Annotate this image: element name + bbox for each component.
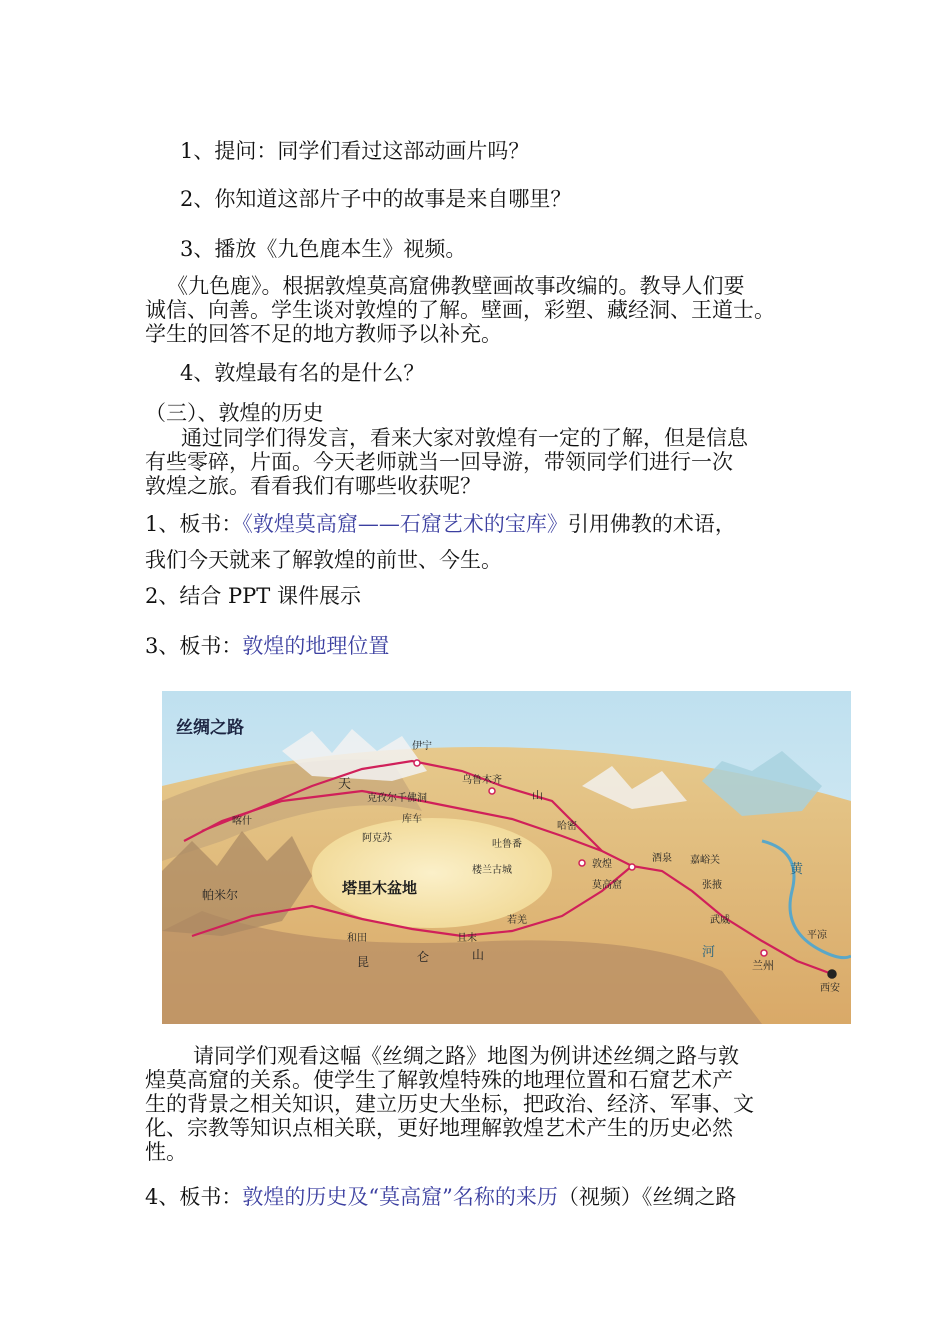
board-title: 敦煌的地理位置 (242, 634, 390, 658)
map-title: 丝绸之路 (176, 718, 244, 738)
map-label-yining: 伊宁 (412, 741, 432, 752)
map-label-dunhuang: 敦煌 (592, 859, 612, 870)
map-label-huang: 黄 (790, 862, 804, 877)
question-1: 1、提问：同学们看过这部动画片吗？ (180, 139, 530, 163)
map-label-mogao: 莫高窟 (592, 880, 622, 891)
taklimakan-basin (312, 818, 552, 928)
city-marker (629, 864, 635, 870)
board-prefix: 3、板书： (145, 634, 243, 658)
city-marker-xian (828, 970, 836, 978)
paragraph-line: 性。 (145, 1140, 187, 1164)
map-label-shan: 山 (532, 789, 543, 802)
map-label-urumqi: 乌鲁木齐 (462, 775, 502, 786)
question-3: 3、播放《九色鹿本生》视频。 (180, 237, 467, 261)
silk-road-map (162, 691, 851, 1024)
board-prefix: 1、板书： (145, 512, 243, 536)
map-label-kizil: 克孜尔千佛洞 (367, 793, 427, 804)
map-label-jiuquan: 酒泉 (652, 853, 672, 864)
board-note-1-line-2: 我们今天就来了解敦煌的前世、今生。 (145, 548, 502, 572)
paragraph-line: 请同学们观看这幅《丝绸之路》地图为例讲述丝绸之路与敦 (193, 1044, 739, 1068)
map-label-hami: 哈密 (557, 821, 577, 832)
paragraph-line: 敦煌之旅。看看我们有哪些收获呢？ (145, 474, 481, 498)
city-marker (414, 760, 420, 766)
map-label-tian: 天 (338, 777, 352, 792)
map-label-he: 河 (702, 945, 716, 960)
map-label-hetian: 和田 (347, 933, 367, 944)
question-4: 4、敦煌最有名的是什么？ (180, 361, 425, 385)
map-label-taklimakan: 塔里木盆地 (342, 879, 418, 897)
board-title: 《敦煌莫高窟——石窟艺术的宝库》 (242, 512, 568, 536)
map-label-akesu: 阿克苏 (362, 833, 392, 844)
map-label-pingliang: 平凉 (807, 930, 827, 941)
silk-road-map-graphic (162, 691, 851, 1024)
board-note-4 (145, 1184, 736, 1210)
paragraph-deer (145, 274, 805, 346)
paragraph-line: 煌莫高窟的关系。使学生了解敦煌特殊的地理位置和石窟艺术产 (145, 1068, 733, 1092)
paragraph-line: 生的背景之相关知识，建立历史大坐标，把政治、经济、军事、文 (145, 1092, 754, 1116)
map-label-qiemo: 且末 (457, 933, 477, 944)
board-prefix: 4、板书： (145, 1185, 243, 1209)
map-label-jiayuguan: 嘉峪关 (690, 855, 720, 866)
paragraph-line: 《九色鹿》。根据敦煌莫高窟佛教壁画故事改编的。教导人们要 (167, 274, 745, 298)
question-2: 2、你知道这部片子中的故事是来自哪里？ (180, 187, 572, 211)
section-title: （三）、敦煌的历史 (145, 401, 324, 425)
paragraph-line: 学生的回答不足的地方教师予以补充。 (145, 322, 502, 346)
map-label-kunlun-shan: 山 (472, 948, 485, 962)
map-label-lun: 仑 (417, 950, 430, 964)
map-label-ruoqiang: 若羌 (507, 915, 527, 926)
board-title: 敦煌的历史及“莫高窟”名称的来历 (242, 1185, 558, 1209)
map-label-xian: 西安 (820, 983, 840, 994)
board-note-3 (145, 633, 389, 659)
map-label-kun: 昆 (357, 955, 370, 969)
map-label-turpan: 吐鲁番 (492, 839, 522, 850)
paragraph-line: 化、宗教等知识点相关联，更好地理解敦煌艺术产生的历史必然 (145, 1116, 733, 1140)
paragraph-map (145, 1044, 810, 1164)
map-label-kuche: 库车 (402, 814, 422, 825)
step-2: 2、结合 PPT 课件展示 (145, 584, 361, 608)
city-marker (489, 788, 495, 794)
map-label-loulan: 楼兰古城 (472, 865, 512, 876)
paragraph-line: 有些零碎，片面。今天老师就当一回导游，带领同学们进行一次 (145, 450, 733, 474)
map-label-lanzhou: 兰州 (752, 959, 774, 972)
map-label-pamir: 帕米尔 (202, 888, 239, 902)
paragraph-line: 诚信、向善。学生谈对敦煌的了解。壁画，彩塑、藏经洞、王道士。 (145, 298, 775, 322)
city-marker (579, 860, 585, 866)
board-suffix: 引用佛教的术语， (567, 512, 736, 536)
city-marker (761, 950, 767, 956)
map-label-pamir-north: 喀什 (232, 816, 252, 827)
paragraph-intro (145, 426, 805, 498)
map-label-wuwei: 武威 (710, 915, 730, 926)
board-note-1 (145, 511, 736, 537)
map-label-zhangye: 张掖 (702, 880, 722, 891)
board-suffix: （视频）《丝绸之路 (557, 1185, 737, 1209)
paragraph-line: 通过同学们得发言，看来大家对敦煌有一定的了解，但是信息 (181, 426, 748, 450)
